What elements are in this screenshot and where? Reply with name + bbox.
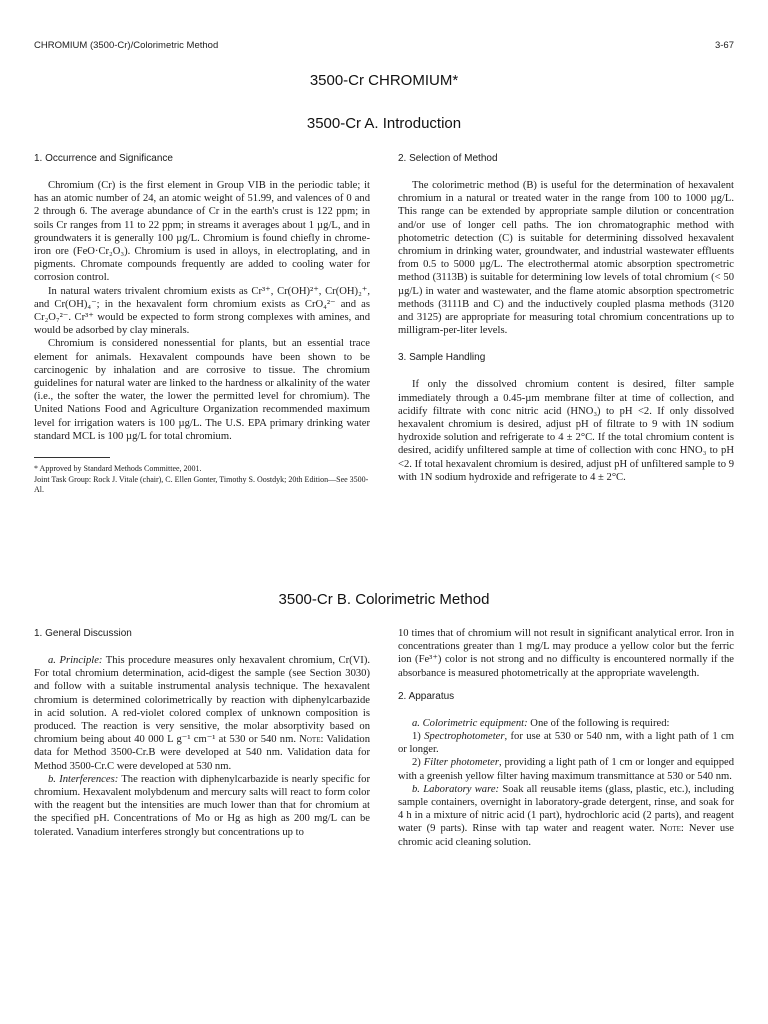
- page-number: 3-67: [714, 40, 734, 51]
- running-header: [34, 40, 734, 54]
- equipment-item-1-label: Spectrophotometer: [424, 731, 505, 743]
- equipment-item-1: [398, 730, 734, 756]
- apparatus-heading: 2. Apparatus: [398, 690, 455, 702]
- equipment-paragraph: [398, 717, 734, 730]
- labware-paragraph: [398, 783, 734, 849]
- footnote-task-group: Joint Task Group: Rock J. Vitale (chair), C. Ellen Gonter, Timothy S. Oostdyk; 20th Edition—See 3500-Al.: [34, 474, 369, 495]
- principle-note-label: Note:: [299, 734, 324, 746]
- handling-paragraph: If only the dissolved chromium content is desired, filter sample immediately through a 0.45-µm membrane filter at time of collection, and acidify filtrate with conc nitric acid (HNO₃) to pH <2. If only dissolved hexavalent chromium is desired, adjust pH of filtrate to 9 with 1N sodium hydroxide solution and refrigerate to 4 ± 2°C. If the total chromium content is desired, acidify unfiltered sample at time of collection with conc HNO₃ to pH <2. If total hexavalent chromium is desired, adjust pH of unfiltered sample to 9 with 1N sodium hydroxide and refrigerate to 4 ± 2°C.: [398, 379, 734, 483]
- labware-note-label: Note:: [659, 823, 684, 835]
- equipment-text: One of the following is required:: [530, 717, 670, 729]
- running-header-title: CHROMIUM (3500-Cr)/Colorimetric Method: [34, 40, 219, 51]
- equipment-label: a. Colorimetric equipment:: [412, 717, 528, 729]
- equipment-item-2-label: Filter photometer: [423, 757, 499, 769]
- labware-label: b. Laboratory ware:: [412, 783, 500, 795]
- general-discussion-heading: 1. General Discussion: [34, 628, 132, 639]
- equipment-item-2-number: 2): [412, 757, 421, 769]
- section-a-left-column: [34, 152, 370, 496]
- section-a-right-column: [398, 152, 734, 484]
- footnote-rule: [34, 457, 110, 458]
- equipment-item-2-text: , providing a light path of 1 cm or longer and equipped with a greenish yellow filter having maximum transmittance at 530 or 540 nm.: [398, 757, 734, 782]
- principle-text: This procedure measures only hexavalent chromium, Cr(VI). For total chromium determination, acid-digest the sample (see Section 3030) and follow with a suitable instrumental analysis technique. The hexavalent chromium is determined colorimetrically by reaction with diphenylcarbazide in acid solution. A red-violet colored complex of unknown composition is produced. The reaction is very sensitive, the molar absorptivity based on chromium being about 40 000 L g⁻¹ cm⁻¹ at 530 or 540 nm.: [34, 655, 371, 746]
- occurrence-paragraph-1: Chromium (Cr) is the first element in Group VIB in the periodic table; it has an atomic number of 24, an atomic weight of 51.99, and valences of 0 and 2 through 6. The average abundance of Cr in the earth's crust is 122 ppm; in soils Cr ranges from 11 to 22 ppm; in streams it averages about 1 µg/L, and in groundwaters it is generally 100 µg/L. Chromium is found chiefly in chrome-iron ore (FeO·Cr₂O₃). Chromium is used in alloys, in electroplating, and in pigments. Chromate compounds frequently are added to cooling water for corrosion control.: [34, 180, 370, 284]
- principle-note-text: Validation data for Method 3500-Cr.B were developed at 540 nm. Validation data for Method 3500-Cr.C were developed at 530 nm.: [34, 734, 370, 772]
- equipment-item-1-number: 1): [412, 731, 421, 743]
- section-a-title: 3500-Cr A. Introduction: [306, 115, 462, 132]
- main-title: 3500-Cr CHROMIUM*: [309, 72, 459, 89]
- footnote-approval: * Approved by Standard Methods Committee, 2001.: [34, 464, 202, 474]
- equipment-item-1-text: , for use at 530 or 540 nm, with a light path of 1 cm or longer.: [398, 731, 734, 756]
- principle-label: a. Principle:: [48, 655, 103, 666]
- occurrence-paragraph-3: Chromium is considered nonessential for plants, but an essential trace element for animals. Hexavalent compounds have been shown to be carcinogenic by inhalation and are corrosive to tissue. The chromium guidelines for natural water are linked to the hardness or alkalinity of the water (i.e., the softer the water, the lower the permitted level for chromium). The United Nations Food and Agriculture Organization recommended maximum level for irrigation waters is 100 µg/L. The U.S. EPA primary drinking water standard MCL is 100 µg/L for total chromium.: [34, 338, 370, 442]
- principle-paragraph: [34, 654, 370, 773]
- handling-heading: 3. Sample Handling: [398, 352, 486, 364]
- interferences-text: The reaction with diphenylcarbazide is nearly specific for chromium. Hexavalent molybdenum and mercury salts will react to form color with the reagent but the intensities are much lower than that for chromium at the specified pH. Concentrations of Mo or Hg as high as 200 mg/L can be tolerated. Vanadium interferes strongly but concentrations up to: [34, 773, 370, 838]
- selection-paragraph: The colorimetric method (B) is useful for the determination of hexavalent chromium in a natural or treated water in the range from 100 to 1000 µg/L. This range can be extended by appropriate sample dilution or concentration and/or use of longer cell paths. The ion chromatographic method with photometric detection (C) is suitable for determining dissolved hexavalent chromium in drinking water, groundwater, and industrial wastewater effluents from 0.5 to 5000 µg/L. The electrothermal atomic absorption spectrometric method (3113B) is suitable for determining low levels of total chromium (< 50 µg/L) in water and wastewater, and the flame atomic absorption spectrometric methods (3111B and C) and the inductively coupled plasma methods (3120 and 3125) are appropriate for measuring total chromium concentrations up to milligram-per-liter levels.: [398, 180, 734, 337]
- interferences-paragraph: [34, 773, 370, 839]
- interferences-continued: 10 times that of chromium will not result in significant analytical error. Iron in concentrations greater than 1 mg/L may produce a yellow color but the ferric ion (Fe³⁺) color is not strong and no difficulty is encountered normally if the absorbance is measured photometrically at the appropriate wavelength.: [398, 628, 734, 679]
- labware-note-text: Never use chromic acid cleaning solution.: [398, 823, 735, 848]
- equipment-item-2: [398, 756, 734, 782]
- section-b-title: 3500-Cr B. Colorimetric Method: [278, 591, 490, 608]
- labware-text: Soak all reusable items (glass, plastic, etc.), including sample containers, overnight in laboratory-grade detergent, rinse, and soak for 4 h in a mixture of nitric acid (1 part), hydrochloric acid (2 parts), and reagent water (9 parts). Rinse with tap water and reagent water.: [398, 783, 734, 835]
- interferences-label: b. Interferences:: [48, 773, 119, 785]
- occurrence-paragraph-2: In natural waters trivalent chromium exists as Cr³⁺, Cr(OH)²⁺, Cr(OH)₂⁺, and Cr(OH)₄⁻; in the hexavalent form chromium exists as CrO₄²⁻ and as Cr₂O₇²⁻. Cr³⁺ would be expected to form strong complexes with amines, and would be adsorbed by clay minerals.: [34, 285, 370, 337]
- selection-heading: 2. Selection of Method: [398, 153, 498, 164]
- section-b-right-column: [398, 627, 734, 849]
- section-b-left-column: [34, 627, 370, 839]
- occurrence-heading: 1. Occurrence and Significance: [34, 153, 173, 164]
